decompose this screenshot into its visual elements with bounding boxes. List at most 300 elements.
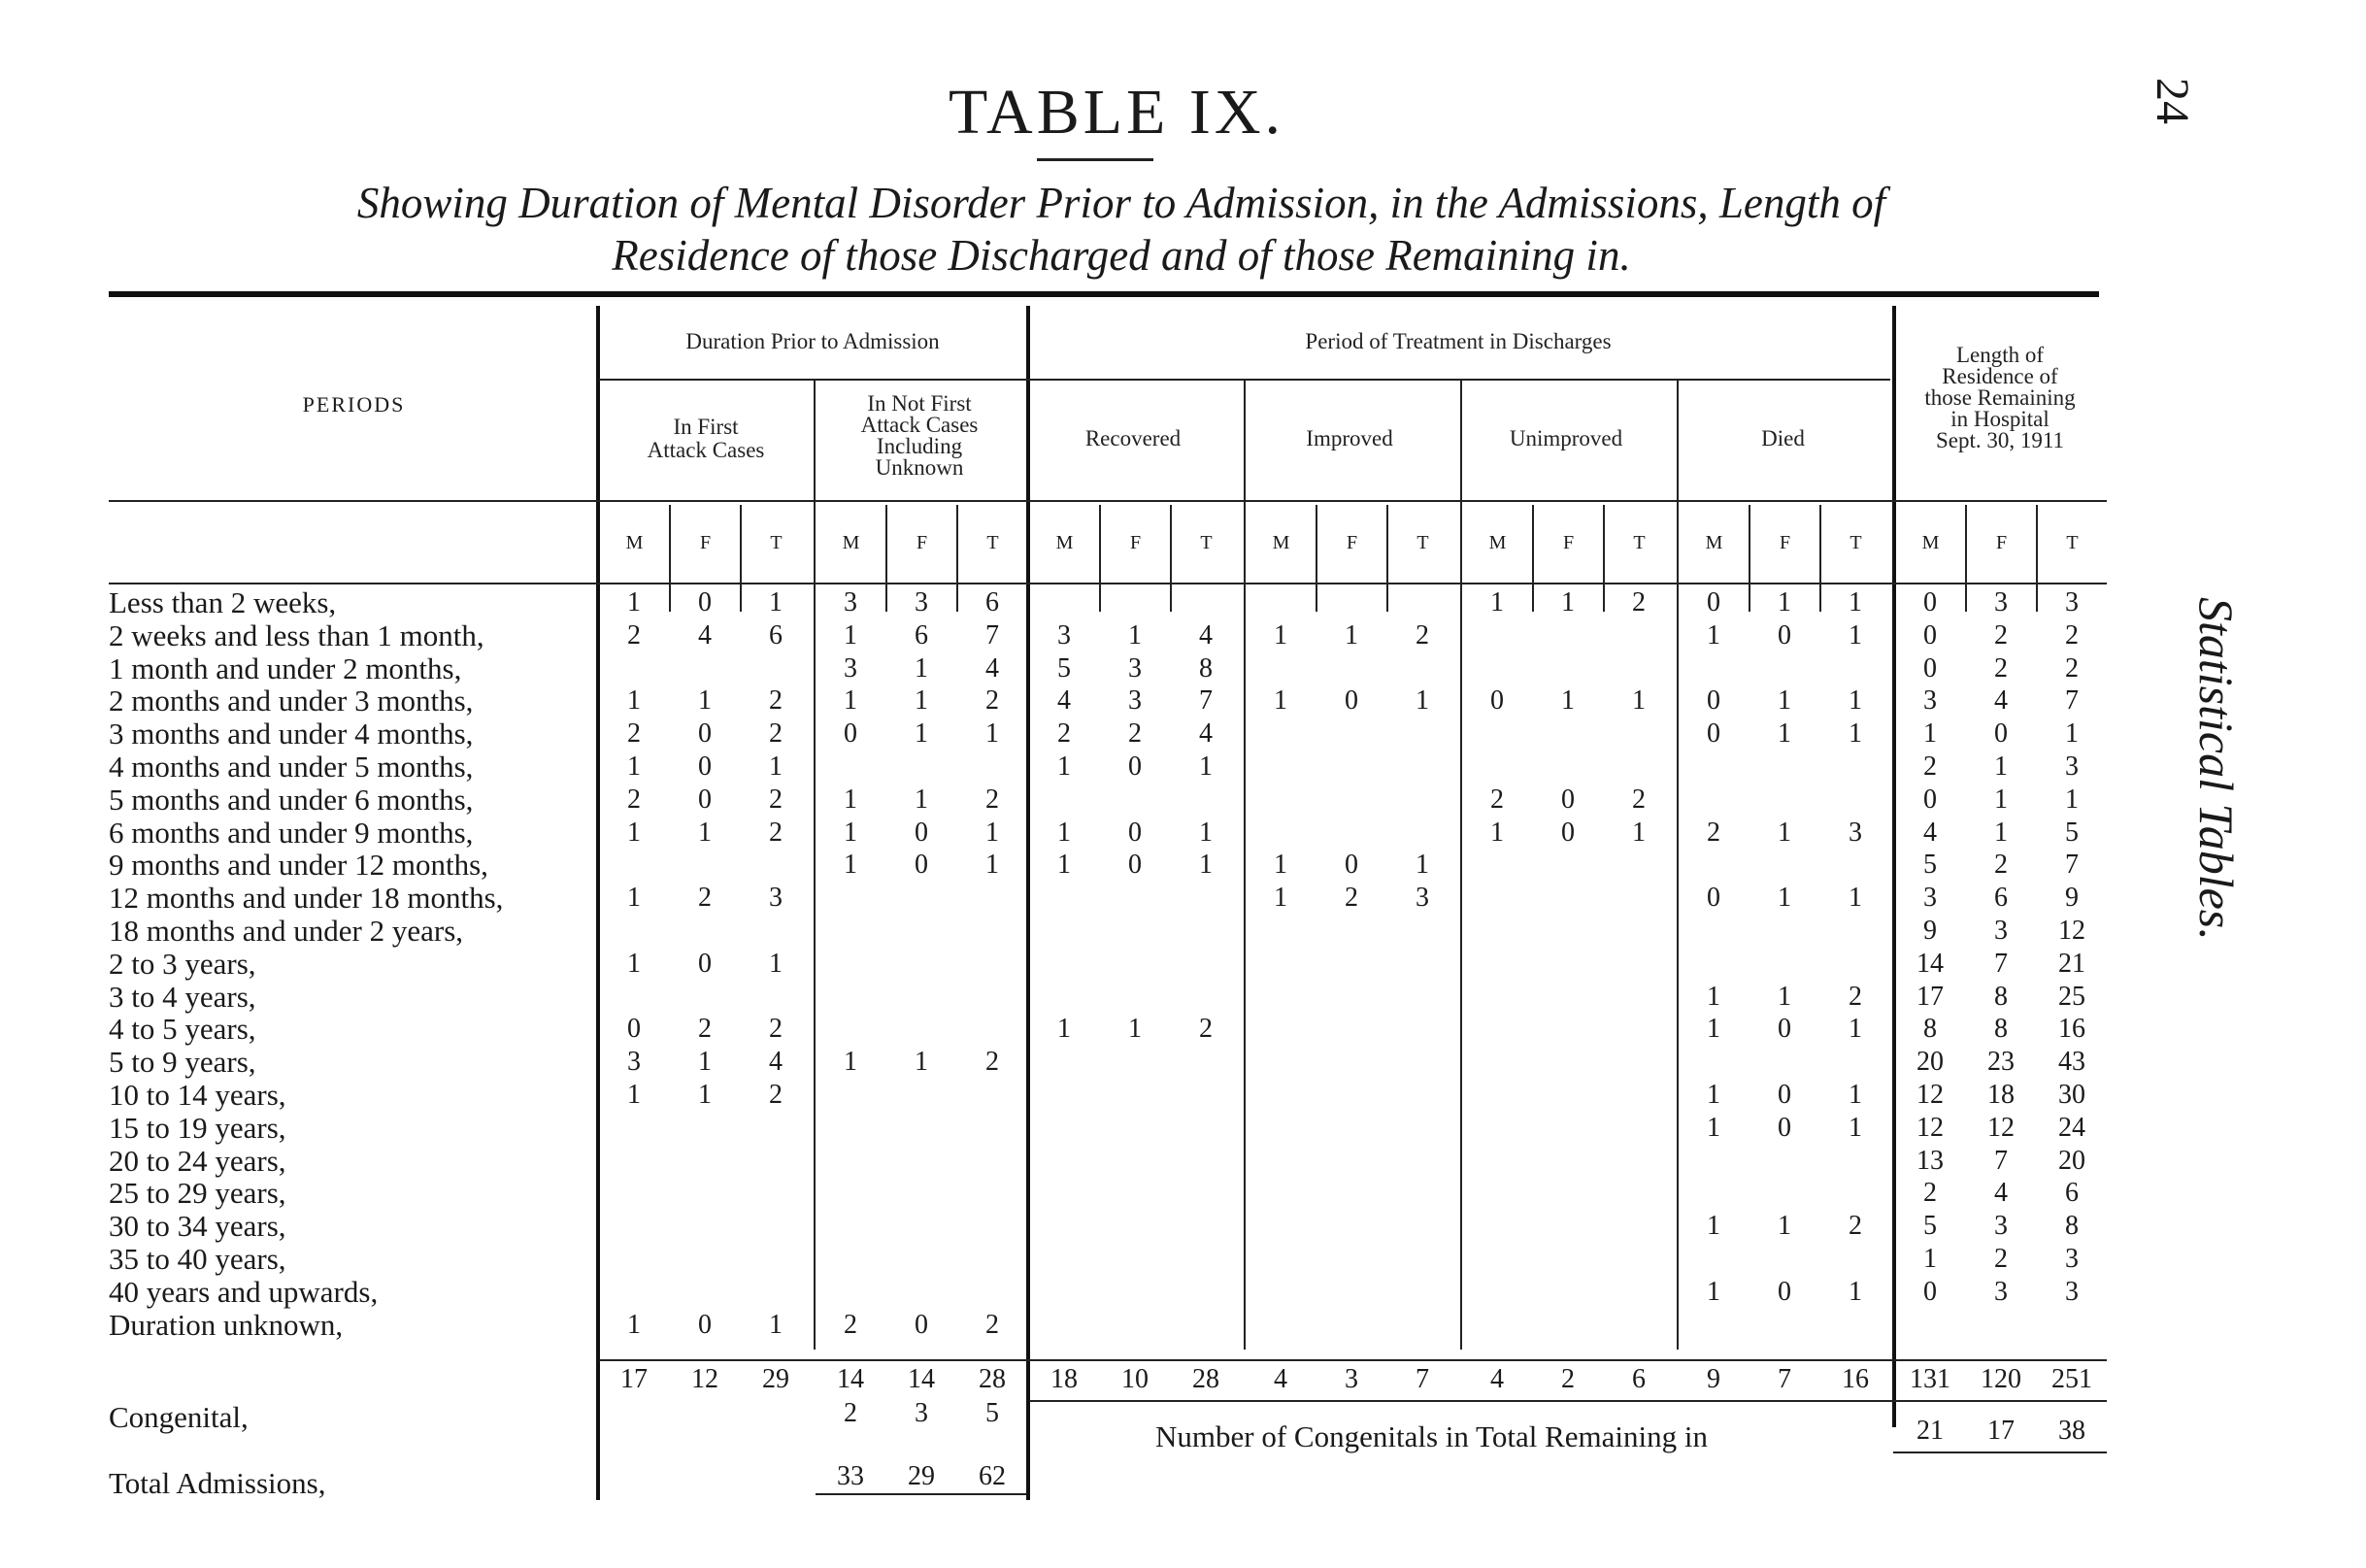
table-cell: 4 (1199, 718, 1213, 750)
admissions-rule (816, 1493, 1026, 1495)
table-cell: 0 (915, 1309, 928, 1340)
table-cell: 1 (1849, 883, 1862, 914)
table-cell: 0 (1128, 850, 1142, 881)
table-cell: 1 (698, 1047, 712, 1078)
table-cell: 3 (844, 587, 857, 617)
table-cell: 1 (1057, 850, 1071, 881)
table-cell: 3 (1416, 883, 1429, 914)
side-title: Statistical Tables. (2189, 597, 2244, 941)
table-cell: 1 (844, 685, 857, 717)
table-cell: 1 (1994, 784, 2008, 815)
period-label: 2 weeks and less than 1 month, (109, 617, 484, 652)
table-cell: 7 (2065, 850, 2079, 881)
mft-rule (109, 583, 2107, 584)
table-cell: 0 (915, 817, 928, 848)
table-cell: 2 (1923, 1178, 1937, 1209)
table-cell: 7 (2065, 685, 2079, 717)
congenitals-remaining-label: Number of Congenitals in Total Remaining in (1155, 1419, 1708, 1453)
table-cell: 2 (769, 685, 783, 717)
table-cell: 2 (1849, 981, 1862, 1012)
period-label: 6 months and under 9 months, (109, 815, 474, 850)
table-cell: 1 (1632, 817, 1646, 848)
table-cell: 0 (698, 718, 712, 750)
table-cell: 7 (985, 619, 999, 651)
table-cell: 3 (1994, 916, 2008, 946)
table-cell: 7 (1994, 1145, 2008, 1176)
table-cell: 2 (769, 817, 783, 848)
table-cell: 0 (1778, 1276, 1791, 1307)
table-cell: 1 (1778, 883, 1791, 914)
table-cell: 1 (1490, 587, 1504, 617)
period-label: 4 to 5 years, (109, 1012, 256, 1047)
period-label: 3 months and under 4 months, (109, 717, 474, 751)
table-cell: 1 (1416, 685, 1429, 717)
table-cell: 2 (1849, 1211, 1862, 1242)
table-cell: 2 (769, 784, 783, 815)
table-cell: 4 (1994, 1178, 2008, 1209)
period-label: 9 months and under 12 months, (109, 848, 488, 883)
table-cell: 1 (1849, 587, 1862, 617)
table-cell: 12 (2058, 916, 2085, 946)
table-cell: 0 (1707, 685, 1720, 717)
table-cell: 1 (627, 883, 641, 914)
table-cell: 9 (1923, 916, 1937, 946)
table-cell: 8 (1994, 1014, 2008, 1045)
unimproved-header: Unimproved (1509, 426, 1623, 450)
col-divider-1-2 (956, 505, 958, 612)
table-cell: 0 (1707, 883, 1720, 914)
table-subtitle-line2: Residence of those Discharged and of those Remaining in. (612, 231, 1631, 280)
table-cell: 0 (698, 784, 712, 815)
duration-divider (1026, 306, 1030, 1500)
period-label: 25 to 29 years, (109, 1176, 286, 1211)
table-cell: 1 (1849, 1080, 1862, 1110)
group-divider-3 (1677, 379, 1679, 1350)
table-cell: 1 (1849, 718, 1862, 750)
table-cell: 0 (1923, 587, 1937, 617)
table-cell: 0 (1345, 850, 1358, 881)
total-admissions-cell: 33 (837, 1461, 864, 1491)
table-cell: 30 (2058, 1080, 2085, 1110)
table-cell: 0 (1778, 1080, 1791, 1110)
duration-prior-header: Duration Prior to Admission (685, 329, 940, 353)
died-header: Died (1761, 426, 1805, 450)
table-cell: 8 (1994, 981, 2008, 1012)
table-cell: 5 (1923, 850, 1937, 881)
table-cell: 3 (1057, 619, 1071, 651)
total-cell: 131 (1910, 1364, 1950, 1394)
period-label: Duration unknown, (109, 1307, 344, 1342)
totals-bottom-rule (1029, 1400, 2107, 1402)
col-header-f: F (1779, 532, 1791, 553)
table-cell: 1 (627, 817, 641, 848)
table-cell: 1 (1561, 685, 1575, 717)
table-cell: 1 (985, 850, 999, 881)
col-header-t: T (986, 532, 999, 553)
table-cell: 2 (1994, 619, 2008, 651)
table-cell: 1 (1199, 850, 1213, 881)
period-label: 2 to 3 years, (109, 946, 256, 981)
table-cell: 0 (1490, 685, 1504, 717)
table-cell: 1 (1274, 850, 1287, 881)
table-cell: 0 (1923, 652, 1937, 684)
col-divider-2-2 (1170, 505, 1172, 612)
table-cell: 1 (1707, 1080, 1720, 1110)
period-label: 30 to 34 years, (109, 1209, 286, 1244)
table-cell: 1 (1778, 587, 1791, 617)
table-cell: 23 (1987, 1047, 2015, 1078)
table-cell: 1 (985, 718, 999, 750)
table-cell: 0 (698, 751, 712, 782)
col-header-m: M (842, 532, 860, 553)
table-cell: 2 (769, 718, 783, 750)
table-cell: 1 (769, 1309, 783, 1340)
table-cell: 0 (1778, 1112, 1791, 1143)
period-label: 35 to 40 years, (109, 1242, 286, 1276)
table-cell: 20 (2058, 1145, 2085, 1176)
table-cell: 2 (769, 1014, 783, 1045)
table-cell: 3 (2065, 1244, 2079, 1274)
table-cell: 2 (1490, 784, 1504, 815)
col-divider-2-1 (1099, 505, 1101, 612)
total-cell: 9 (1707, 1364, 1720, 1394)
table-cell: 1 (915, 718, 928, 750)
col-header-m: M (1488, 532, 1507, 553)
table-cell: 1 (1778, 1211, 1791, 1242)
col-divider-4-1 (1532, 505, 1534, 612)
table-cell: 1 (915, 685, 928, 717)
table-cell: 1 (627, 948, 641, 979)
table-cell: 0 (1707, 718, 1720, 750)
table-cell: 6 (769, 619, 783, 651)
total-cell: 7 (1778, 1364, 1791, 1394)
table-cell: 2 (1057, 718, 1071, 750)
total-admissions-label: Total Admissions, (109, 1466, 326, 1500)
table-cell: 18 (1987, 1080, 2015, 1110)
col-header-f: F (1562, 532, 1575, 553)
table-cell: 20 (1916, 1047, 1944, 1078)
table-cell: 2 (1632, 784, 1646, 815)
table-cell: 1 (1274, 883, 1287, 914)
table-cell: 1 (1199, 751, 1213, 782)
period-label: 18 months and under 2 years, (109, 914, 464, 948)
table-title: TABLE IX. (949, 77, 1284, 148)
table-cell: 1 (844, 1047, 857, 1078)
table-cell: 1 (1923, 718, 1937, 750)
table-cell: 1 (1707, 981, 1720, 1012)
table-cell: 6 (985, 587, 999, 617)
period-label: 5 months and under 6 months, (109, 782, 474, 817)
table-cell: 1 (1199, 817, 1213, 848)
table-cell: 1 (1849, 1276, 1862, 1307)
col-divider-5-1 (1749, 505, 1750, 612)
col-divider-0-2 (740, 505, 742, 612)
table-cell: 2 (985, 784, 999, 815)
total-cell: 120 (1981, 1364, 2021, 1394)
table-cell: 2 (627, 784, 641, 815)
congenitals-remaining-cell: 17 (1987, 1416, 2015, 1446)
table-cell: 1 (1057, 751, 1071, 782)
table-cell: 1 (698, 1080, 712, 1110)
table-cell: 9 (2065, 883, 2079, 914)
table-cell: 1 (1849, 619, 1862, 651)
table-cell: 2 (1416, 619, 1429, 651)
table-cell: 1 (1128, 619, 1142, 651)
table-cell: 1 (1778, 981, 1791, 1012)
table-cell: 1 (1128, 1014, 1142, 1045)
group-divider-1 (1244, 379, 1246, 1350)
table-cell: 5 (1923, 1211, 1937, 1242)
table-cell: 1 (769, 587, 783, 617)
total-admissions-cell: 29 (908, 1461, 935, 1491)
table-cell: 1 (1849, 685, 1862, 717)
table-cell: 4 (769, 1047, 783, 1078)
table-cell: 3 (627, 1047, 641, 1078)
table-cell: 0 (1923, 784, 1937, 815)
table-cell: 0 (915, 850, 928, 881)
col-header-t: T (1849, 532, 1862, 553)
table-cell: 1 (1849, 1014, 1862, 1045)
total-cell: 18 (1050, 1364, 1078, 1394)
total-cell: 14 (837, 1364, 864, 1394)
congenitals-remaining-rule (1893, 1451, 2107, 1453)
table-cell: 2 (698, 1014, 712, 1045)
header-rule (109, 500, 2107, 502)
table-cell: 3 (844, 652, 857, 684)
col-header-m: M (1272, 532, 1290, 553)
table-cell: 12 (1987, 1112, 2015, 1143)
table-cell: 7 (1199, 685, 1213, 717)
title-underline (1037, 158, 1153, 161)
table-cell: 1 (1849, 1112, 1862, 1143)
table-cell: 1 (1707, 1014, 1720, 1045)
table-cell: 3 (1128, 685, 1142, 717)
table-cell: 1 (1778, 685, 1791, 717)
col-header-t: T (1416, 532, 1429, 553)
table-cell: 0 (1994, 718, 2008, 750)
table-cell: 13 (1916, 1145, 1944, 1176)
table-cell: 1 (1778, 817, 1791, 848)
first-attack-header: In First Attack Cases (647, 415, 765, 462)
table-cell: 12 (1916, 1112, 1944, 1143)
period-label: 20 to 24 years, (109, 1143, 286, 1178)
table-cell: 2 (1994, 1244, 2008, 1274)
table-cell: 0 (698, 948, 712, 979)
table-cell: 12 (1916, 1080, 1944, 1110)
table-cell: 1 (1707, 619, 1720, 651)
table-cell: 1 (627, 1080, 641, 1110)
total-cell: 3 (1345, 1364, 1358, 1394)
col-divider-4-2 (1603, 505, 1605, 612)
table-cell: 0 (698, 1309, 712, 1340)
table-cell: 6 (2065, 1178, 2079, 1209)
table-cell: 3 (1994, 1211, 2008, 1242)
total-cell: 28 (1192, 1364, 1219, 1394)
table-cell: 3 (915, 587, 928, 617)
table-cell: 1 (1923, 1244, 1937, 1274)
table-cell: 1 (1707, 1112, 1720, 1143)
table-cell: 2 (1994, 652, 2008, 684)
table-cell: 1 (844, 784, 857, 815)
subheader-rule (599, 379, 1890, 381)
col-divider-3-1 (1316, 505, 1317, 612)
total-cell: 29 (762, 1364, 789, 1394)
table-cell: 0 (1561, 817, 1575, 848)
congenital-cell: 3 (915, 1398, 928, 1428)
group-divider-0 (814, 379, 816, 1350)
table-cell: 43 (2058, 1047, 2085, 1078)
table-cell: 5 (1057, 652, 1071, 684)
table-cell: 1 (698, 817, 712, 848)
table-cell: 8 (1199, 652, 1213, 684)
table-cell: 1 (915, 784, 928, 815)
col-header-m: M (1055, 532, 1074, 553)
table-cell: 1 (627, 1309, 641, 1340)
total-cell: 14 (908, 1364, 935, 1394)
top-thick-rule (109, 291, 2099, 297)
total-cell: 12 (691, 1364, 718, 1394)
table-cell: 7 (1994, 948, 2008, 979)
table-cell: 1 (627, 685, 641, 717)
table-cell: 16 (2058, 1014, 2085, 1045)
table-cell: 2 (1994, 850, 2008, 881)
col-header-t: T (2066, 532, 2079, 553)
total-cell: 2 (1561, 1364, 1575, 1394)
total-cell: 4 (1490, 1364, 1504, 1394)
table-cell: 1 (1994, 817, 2008, 848)
table-cell: 1 (1057, 1014, 1071, 1045)
period-label: Less than 2 weeks, (109, 585, 337, 619)
table-cell: 8 (2065, 1211, 2079, 1242)
table-cell: 6 (1994, 883, 2008, 914)
table-cell: 6 (915, 619, 928, 651)
col-header-t: T (770, 532, 783, 553)
total-cell: 10 (1121, 1364, 1149, 1394)
table-cell: 2 (1707, 817, 1720, 848)
col-header-f: F (1995, 532, 2008, 553)
total-cell: 28 (979, 1364, 1006, 1394)
table-cell: 0 (1707, 587, 1720, 617)
table-cell: 2 (844, 1309, 857, 1340)
table-cell: 1 (2065, 718, 2079, 750)
table-cell: 1 (915, 652, 928, 684)
table-cell: 1 (1416, 850, 1429, 881)
table-cell: 0 (698, 587, 712, 617)
table-cell: 4 (698, 619, 712, 651)
congenital-cell: 5 (985, 1398, 999, 1428)
table-cell: 1 (1345, 619, 1358, 651)
table-cell: 3 (1994, 587, 2008, 617)
improved-header: Improved (1306, 426, 1393, 450)
table-cell: 2 (2065, 619, 2079, 651)
page-number: 24 (2147, 78, 2198, 124)
col-divider-0-1 (669, 505, 671, 612)
table-cell: 2 (1923, 751, 1937, 782)
table-cell: 1 (769, 948, 783, 979)
table-cell: 3 (1849, 817, 1862, 848)
totals-top-rule (599, 1359, 2107, 1361)
col-divider-6-1 (1965, 505, 1967, 612)
table-cell: 0 (1778, 1014, 1791, 1045)
table-cell: 14 (1916, 948, 1944, 979)
table-cell: 0 (1778, 619, 1791, 651)
table-cell: 3 (1994, 1276, 2008, 1307)
table-cell: 1 (769, 751, 783, 782)
col-divider-3-2 (1386, 505, 1388, 612)
congenitals-remaining-cell: 21 (1916, 1416, 1944, 1446)
total-cell: 4 (1274, 1364, 1287, 1394)
table-cell: 3 (2065, 587, 2079, 617)
not-first-attack-header: In Not First Attack Cases Including Unknown (860, 391, 979, 480)
table-cell: 2 (1632, 587, 1646, 617)
table-cell: 1 (844, 619, 857, 651)
total-cell: 6 (1632, 1364, 1646, 1394)
period-label: 5 to 9 years, (109, 1045, 256, 1080)
period-label: 1 month and under 2 months, (109, 651, 462, 685)
table-cell: 8 (1923, 1014, 1937, 1045)
period-treatment-header: Period of Treatment in Discharges (1305, 329, 1612, 353)
col-divider-5-2 (1819, 505, 1821, 612)
period-label: 2 months and under 3 months, (109, 684, 474, 718)
period-label: 10 to 14 years, (109, 1078, 286, 1112)
col-header-t: T (1633, 532, 1646, 553)
group-divider-2 (1460, 379, 1462, 1350)
table-cell: 0 (1923, 1276, 1937, 1307)
table-cell: 0 (1128, 751, 1142, 782)
periods-divider (596, 306, 600, 1500)
period-label: 40 years and upwards, (109, 1274, 379, 1309)
table-cell: 1 (1057, 817, 1071, 848)
table-cell: 5 (2065, 817, 2079, 848)
table-cell: 2 (1128, 718, 1142, 750)
table-cell: 2 (698, 883, 712, 914)
table-cell: 0 (627, 1014, 641, 1045)
col-divider-6-2 (2036, 505, 2038, 612)
table-cell: 1 (1632, 685, 1646, 717)
col-header-m: M (1705, 532, 1723, 553)
table-cell: 1 (1274, 685, 1287, 717)
table-cell: 3 (1923, 685, 1937, 717)
table-cell: 1 (844, 850, 857, 881)
congenital-label: Congenital, (109, 1400, 249, 1434)
table-cell: 1 (985, 817, 999, 848)
table-cell: 2 (627, 718, 641, 750)
period-label: 12 months and under 18 months, (109, 881, 504, 916)
table-cell: 24 (2058, 1112, 2085, 1143)
table-cell: 3 (1923, 883, 1937, 914)
table-cell: 2 (627, 619, 641, 651)
col-divider-1-1 (885, 505, 887, 612)
table-cell: 1 (627, 587, 641, 617)
table-cell: 3 (2065, 751, 2079, 782)
table-cell: 4 (1057, 685, 1071, 717)
period-label: 4 months and under 5 months, (109, 750, 474, 784)
recovered-header: Recovered (1084, 426, 1182, 450)
table-subtitle-line1: Showing Duration of Mental Disorder Prior to Admission, in the Admissions, Length of (356, 179, 1886, 227)
period-label: 3 to 4 years, (109, 979, 256, 1014)
table-cell: 0 (1561, 784, 1575, 815)
col-header-m: M (1921, 532, 1940, 553)
table-cell: 1 (2065, 784, 2079, 815)
table-cell: 0 (1128, 817, 1142, 848)
table-cell: 1 (1707, 1276, 1720, 1307)
table-cell: 3 (2065, 1276, 2079, 1307)
table-cell: 1 (1994, 751, 2008, 782)
table-cell: 1 (915, 1047, 928, 1078)
length-residence-header: Length of Residence of those Remaining in Hospital Sept. 30, 1911 (1924, 343, 2076, 452)
total-cell: 16 (1842, 1364, 1869, 1394)
table-cell: 4 (985, 652, 999, 684)
